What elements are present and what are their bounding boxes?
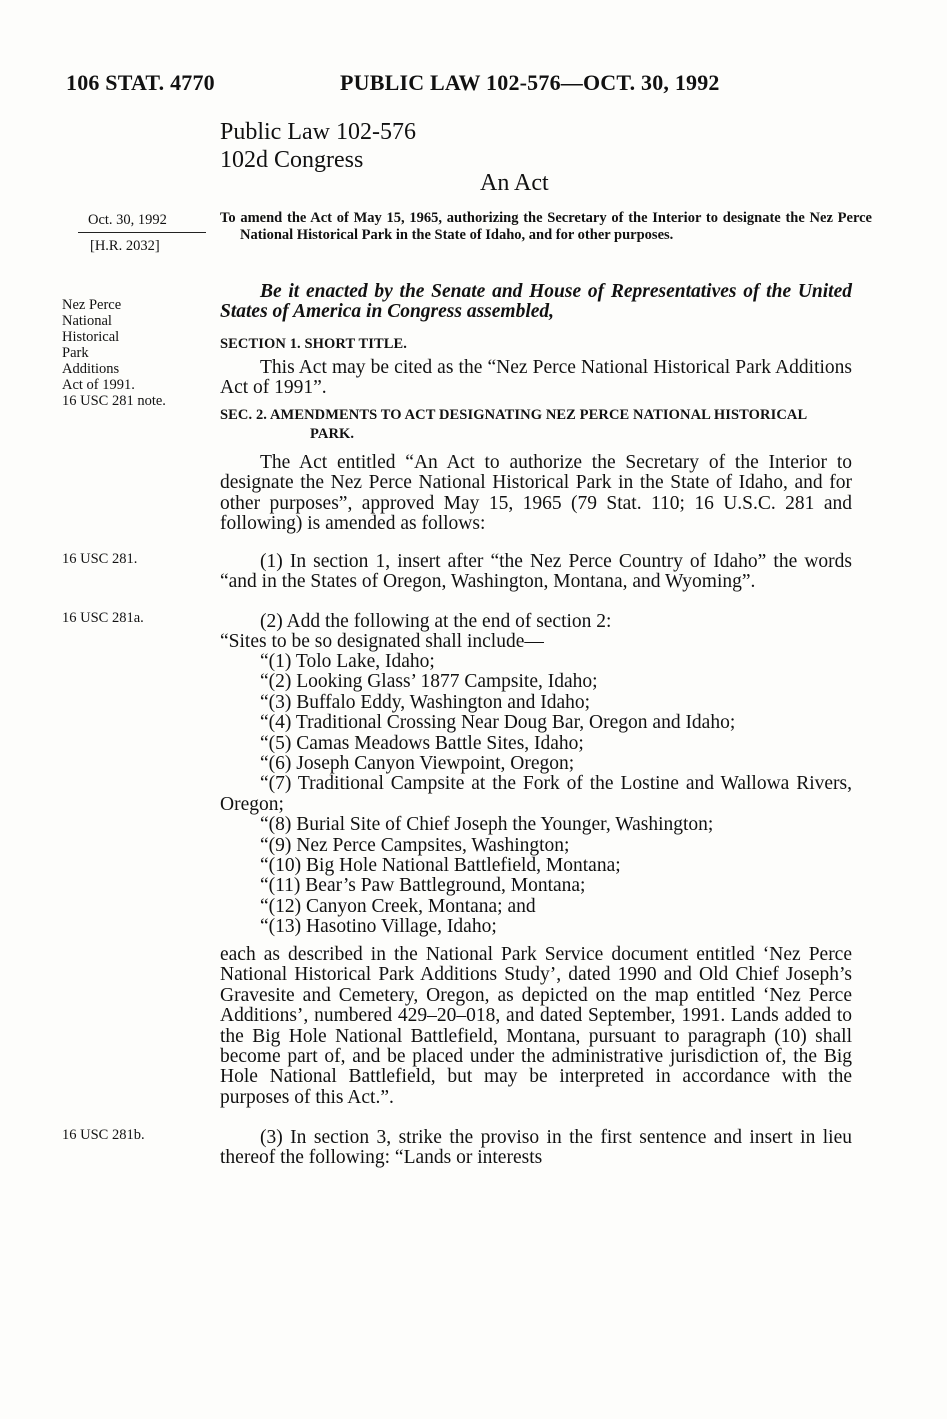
list-item: “(11) Bear’s Paw Battleground, Montana; [260,875,586,897]
margin-note-line: Historical [62,329,120,345]
margin-divider [78,232,206,233]
margin-short-title-note [62,297,166,409]
margin-note-281: 16 USC 281. [62,551,138,567]
sites-list [220,652,852,938]
amendment-paragraph-2: (2) Add the following at the end of section 2: [260,611,612,632]
sites-closing-paragraph: each as described in the National Park Service document entitled ‘Nez Perce National Historical Park Additions Study’, dated 1990 and Old Chief Joseph’s Gravesite and Cemetery, Oregon, as depicted on the map entitled ‘Nez Perce Additions’, numbered 429–20–018, and dated September, 1991. Lands added to the Big Hole National Battlefield, Montana, pursuant to paragraph (10) shall become part of, and be placed under the administrative jurisdiction of, the Big Hole National Battlefield, but may be interpreted in accordance with the purposes of this Act.”. [220,944,852,1108]
congress-number: 102d Congress [220,147,364,173]
list-item: “(5) Camas Meadows Battle Sites, Idaho; [260,732,584,754]
margin-note-line: Act of 1991. [62,377,135,393]
list-item: “(7) Traditional Campsite at the Fork of the Lostine and Wallowa Rivers, Oregon; [220,773,852,815]
list-item: “(1) Tolo Lake, Idaho; [260,651,435,672]
amendment-paragraph-3: (3) In section 3, strike the proviso in the first sentence and insert in lieu thereof the following: “Lands or interests [220,1127,852,1169]
list-item: “(9) Nez Perce Campsites, Washington; [260,834,570,856]
an-act-label: An Act [480,170,549,196]
section-2-heading: SEC. 2. AMENDMENTS TO ACT DESIGNATING NEZ PERCE NATIONAL HISTORICAL PARK. [220,407,807,442]
list-item: “(2) Looking Glass’ 1877 Campsite, Idaho; [260,671,598,693]
list-item: “(13) Hasotino Village, Idaho; [260,916,497,938]
section-2-intro: The Act entitled “An Act to authorize the Secretary of the Interior to designate the Nez Perce National Historical Park in the State of Idaho, and for other purposes”, approved May 15, 1965 (79 Stat. 110; 16 U.S.C. 281 and following) is amended as follows: [220,452,852,535]
purpose-statement: To amend the Act of May 15, 1965, authorizing the Secretary of the Interior to designate the Nez Perce National Historical Park in the State of Idaho, and for other purposes. [220,210,872,243]
margin-note-line: 16 USC 281 note. [62,393,166,409]
margin-note-line: Park [62,345,89,361]
section-1-heading: SECTION 1. SHORT TITLE. [220,336,408,352]
margin-date: Oct. 30, 1992 [88,212,167,228]
list-item: “(3) Buffalo Eddy, Washington and Idaho; [260,691,591,713]
margin-note-281a: 16 USC 281a. [62,610,144,626]
margin-bill-number: [H.R. 2032] [90,238,160,254]
list-item: “(8) Burial Site of Chief Joseph the Younger, Washington; [260,814,714,836]
section-1-text: This Act may be cited as the “Nez Perce National Historical Park Additions Act of 1991”. [220,357,852,399]
enacting-clause: Be it enacted by the Senate and House of Representatives of the United States of America in Congress assembled, [220,281,852,323]
list-item: “(12) Canyon Creek, Montana; and [260,895,536,917]
margin-note-line: Nez Perce [62,297,122,313]
amendment-paragraph-1: (1) In section 1, insert after “the Nez Perce Country of Idaho” the words “and in the States of Oregon, Washington, Montana, and Wyoming”. [220,551,852,593]
page-number-header: 106 STAT. 4770 [66,70,215,95]
law-title [220,118,416,174]
margin-note-line: Additions [62,361,120,377]
margin-note-line: National [62,313,112,329]
sites-intro: “Sites to be so designated shall include— [220,631,544,652]
list-item: “(10) Big Hole National Battlefield, Montana; [260,855,621,877]
list-item: “(4) Traditional Crossing Near Doug Bar, Oregon and Idaho; [260,712,736,734]
list-item: “(6) Joseph Canyon Viewpoint, Oregon; [260,753,575,775]
running-header: PUBLIC LAW 102-576—OCT. 30, 1992 [340,70,720,95]
public-law-number: Public Law 102-576 [220,119,416,145]
margin-note-281b: 16 USC 281b. [62,1127,145,1143]
